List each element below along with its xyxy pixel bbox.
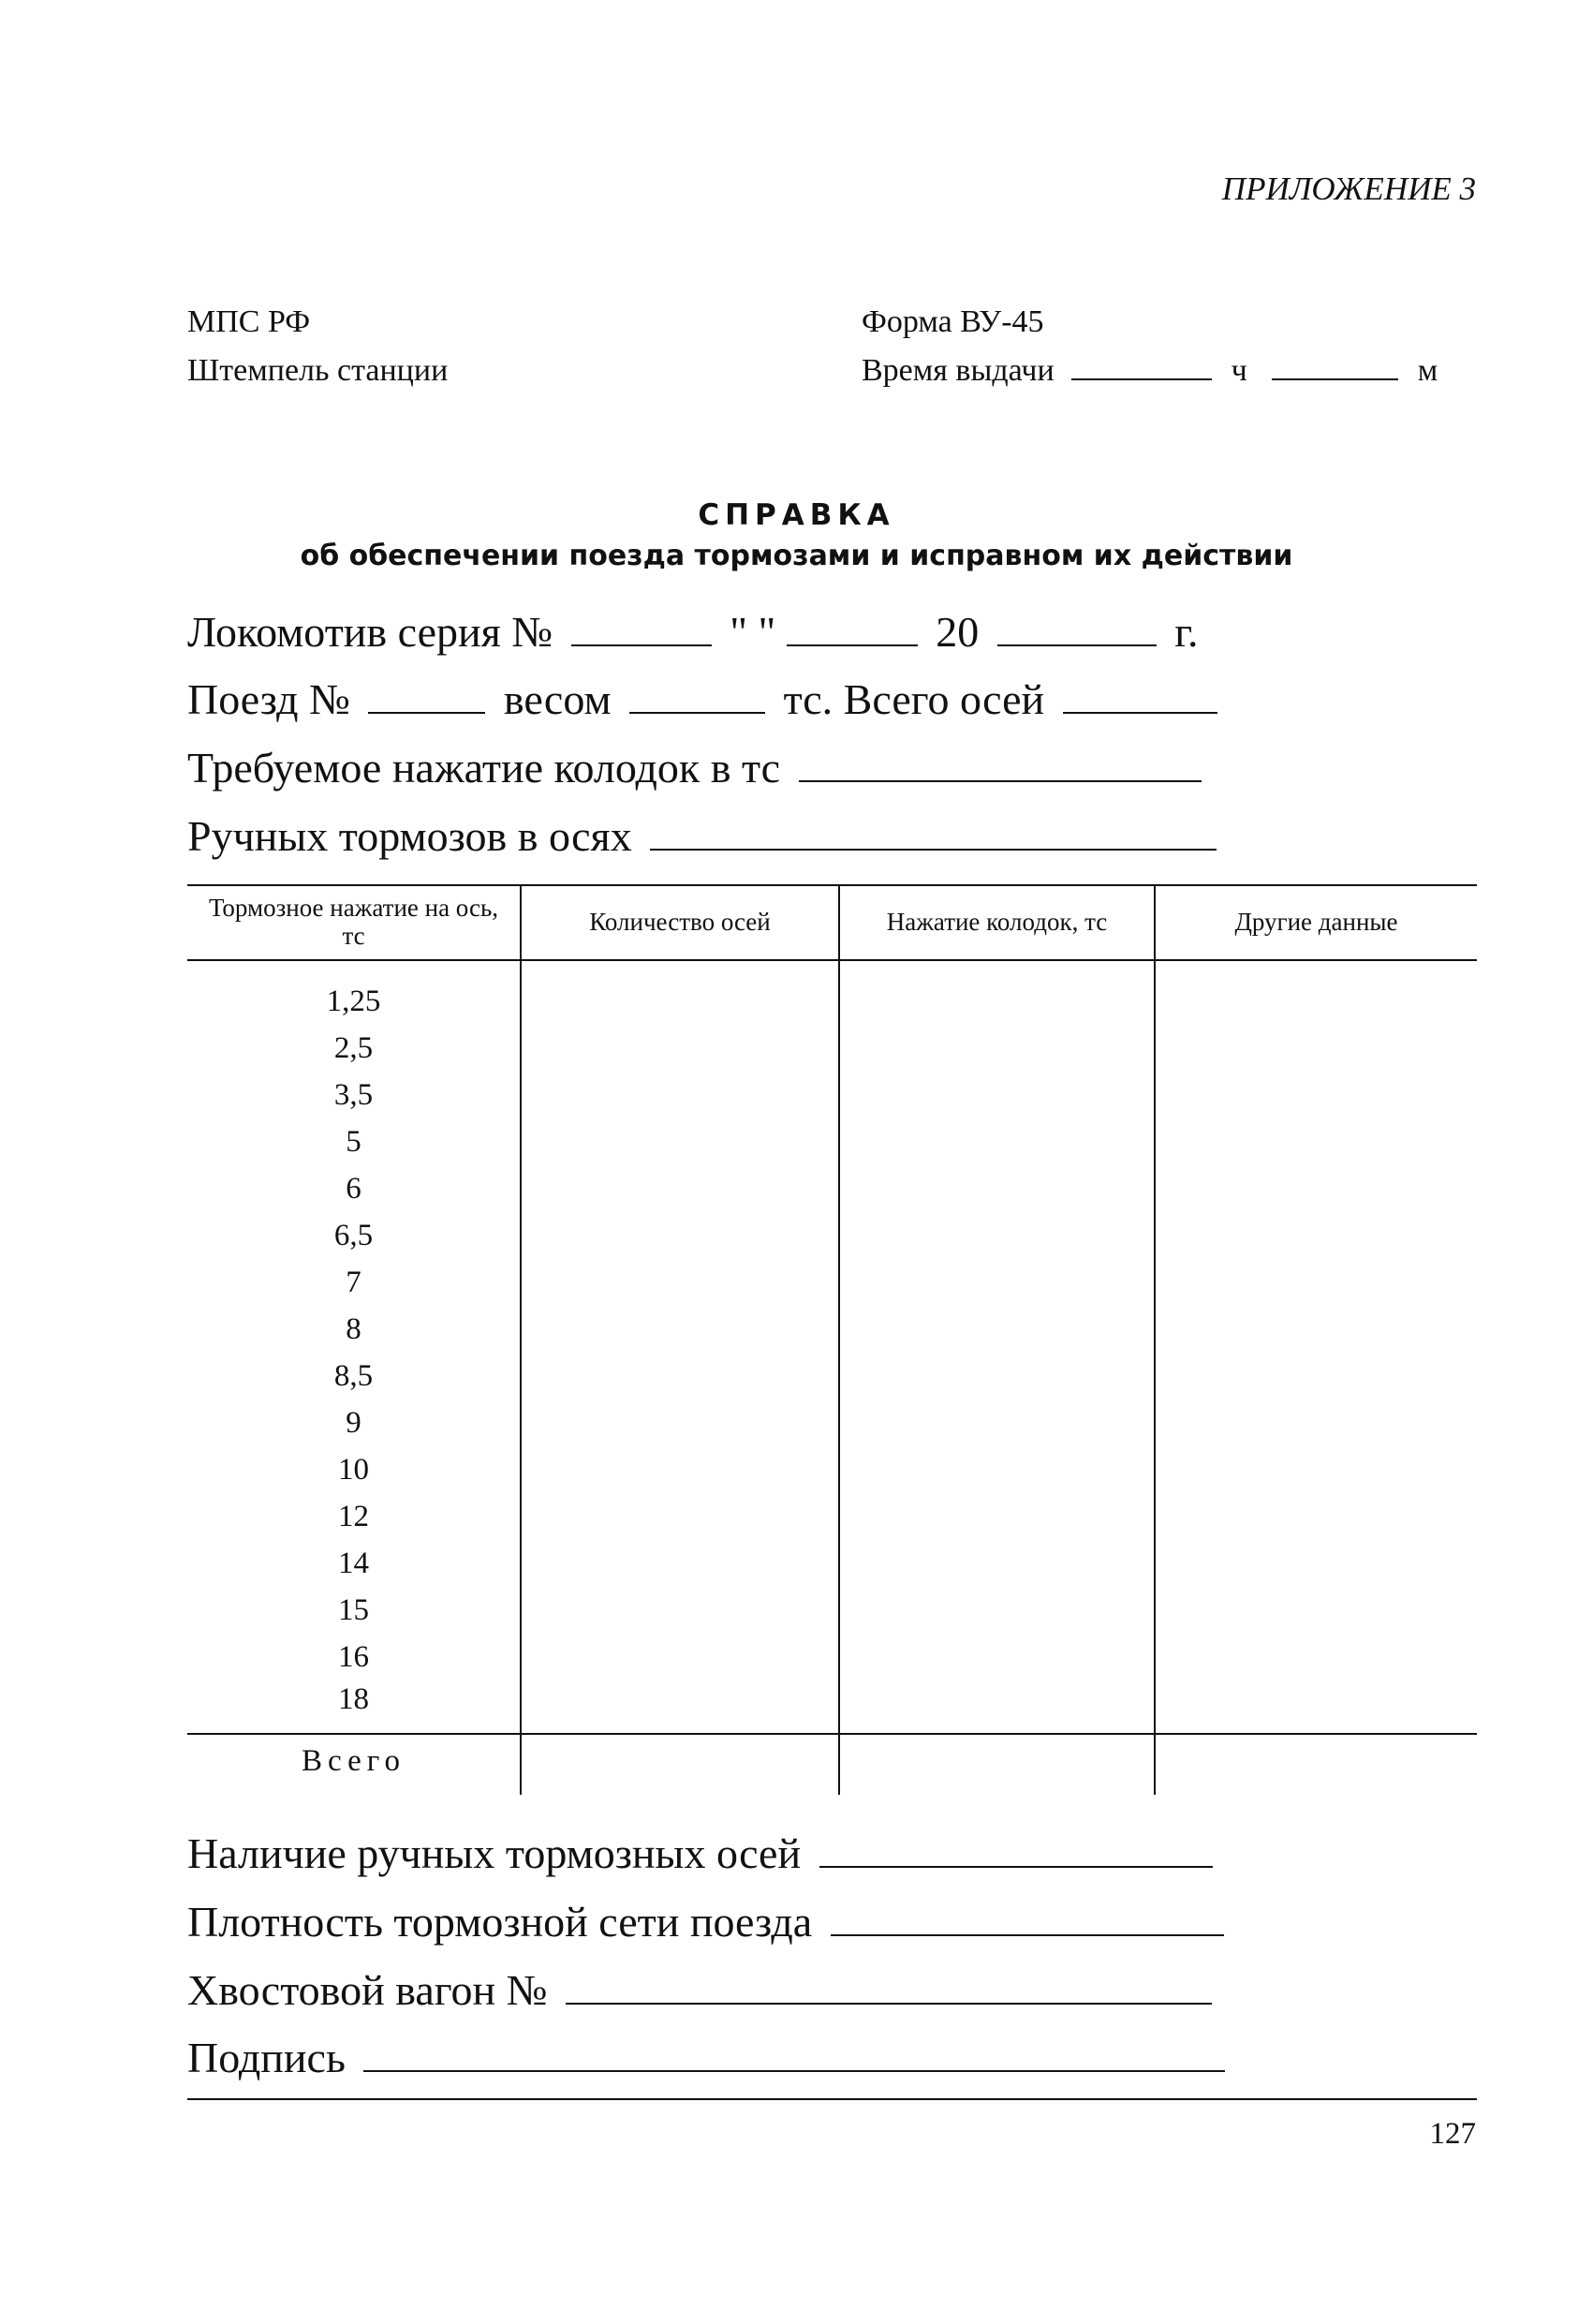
- brake-table: [187, 884, 1477, 1795]
- weight-label: весом: [503, 675, 612, 723]
- tail-car-label: Хвостовой вагон №: [187, 1966, 548, 2014]
- required-pressure-label: Требуемое нажатие колодок в тс: [187, 744, 781, 792]
- table-col-divider: [520, 884, 522, 1795]
- table-col-divider: [1154, 884, 1156, 1795]
- signature-field[interactable]: [363, 2069, 1225, 2072]
- appendix-label: ПРИЛОЖЕНИЕ 3: [1221, 170, 1476, 207]
- locomotive-row: [187, 607, 1198, 657]
- hand-brakes-row: [187, 811, 1224, 861]
- table-row: 1,25: [326, 984, 381, 1018]
- hand-brakes-label: Ручных тормозов в осях: [187, 812, 632, 860]
- train-row: [187, 674, 1225, 724]
- table-row: 5: [346, 1125, 361, 1159]
- table-row: 18: [338, 1682, 369, 1716]
- table-row: 15: [338, 1593, 369, 1627]
- train-label: Поезд №: [187, 675, 350, 723]
- header-shoe-pressure: Нажатие колодок, тс: [886, 908, 1108, 936]
- weight-unit: тс. Всего осей: [783, 675, 1045, 723]
- table-total-rule: [187, 1733, 1477, 1735]
- issue-time-row: [862, 347, 1438, 395]
- hours-unit: ч: [1231, 353, 1247, 388]
- year-prefix: 20: [936, 608, 980, 656]
- table-row: 16: [338, 1640, 369, 1674]
- table-row: 6: [346, 1172, 361, 1206]
- tail-car-field[interactable]: [566, 2002, 1212, 2005]
- density-field[interactable]: [831, 1933, 1224, 1936]
- signature-label: Подпись: [187, 2034, 346, 2081]
- density-label: Плотность тормозной сети поезда: [187, 1898, 813, 1946]
- table-row: 8: [346, 1312, 361, 1346]
- header-axle-count: Количество осей: [589, 908, 771, 936]
- axles-total-field[interactable]: [1063, 711, 1217, 714]
- table-row: 9: [346, 1406, 361, 1440]
- hand-brake-axles-label: Наличие ручных тормозных осей: [187, 1829, 802, 1877]
- table-row: 6,5: [333, 1219, 374, 1252]
- table-row: 14: [338, 1547, 369, 1580]
- table-row: 8,5: [333, 1359, 374, 1393]
- year-field[interactable]: [997, 644, 1157, 646]
- brake-pressure-values: [187, 978, 520, 1718]
- required-pressure-row: [187, 743, 1209, 792]
- signature-row: [187, 2033, 1232, 2082]
- minutes-unit: м: [1417, 353, 1438, 388]
- train-number-field[interactable]: [368, 711, 485, 714]
- hand-brakes-field[interactable]: [650, 848, 1217, 851]
- org-name: МПС РФ: [187, 304, 311, 339]
- required-pressure-field[interactable]: [799, 779, 1202, 782]
- hand-brake-axles-row: [187, 1828, 1220, 1878]
- header-brake-pressure: Тормозное нажатие на ось, тс: [208, 894, 499, 950]
- issue-time-label: Время выдачи: [862, 353, 1055, 388]
- issue-hours-field[interactable]: [1071, 377, 1212, 380]
- page-number: 127: [1429, 2117, 1476, 2151]
- tail-car-row: [187, 1965, 1219, 2015]
- date-field[interactable]: [787, 644, 918, 646]
- locomotive-label: Локомотив серия №: [187, 608, 553, 656]
- table-row: 2,5: [333, 1031, 374, 1065]
- station-stamp-label: Штемпель станции: [187, 353, 449, 388]
- date-quotes: " ": [730, 608, 776, 656]
- density-row: [187, 1897, 1232, 1947]
- table-row: 12: [338, 1500, 369, 1533]
- header-left: [187, 298, 448, 395]
- table-row: 7: [346, 1266, 361, 1299]
- table-col-divider: [838, 884, 840, 1795]
- document-title: СПРАВКА: [698, 498, 895, 532]
- hand-brake-axles-field[interactable]: [819, 1865, 1213, 1868]
- table-header-rule: [187, 959, 1477, 961]
- header-other-data: Другие данные: [1234, 908, 1398, 936]
- locomotive-number-field[interactable]: [571, 644, 712, 646]
- total-label: Всего: [302, 1744, 406, 1778]
- footer-rule: [187, 2098, 1477, 2100]
- table-row: 10: [338, 1453, 369, 1487]
- year-suffix: г.: [1174, 608, 1199, 656]
- table-row: 3,5: [333, 1078, 374, 1112]
- issue-minutes-field[interactable]: [1272, 377, 1398, 380]
- document-subtitle: об обеспечении поезда тормозами и исправном их действии: [300, 540, 1293, 572]
- weight-field[interactable]: [629, 711, 765, 714]
- form-number: Форма ВУ-45: [862, 304, 1044, 339]
- header-right: [862, 298, 1438, 395]
